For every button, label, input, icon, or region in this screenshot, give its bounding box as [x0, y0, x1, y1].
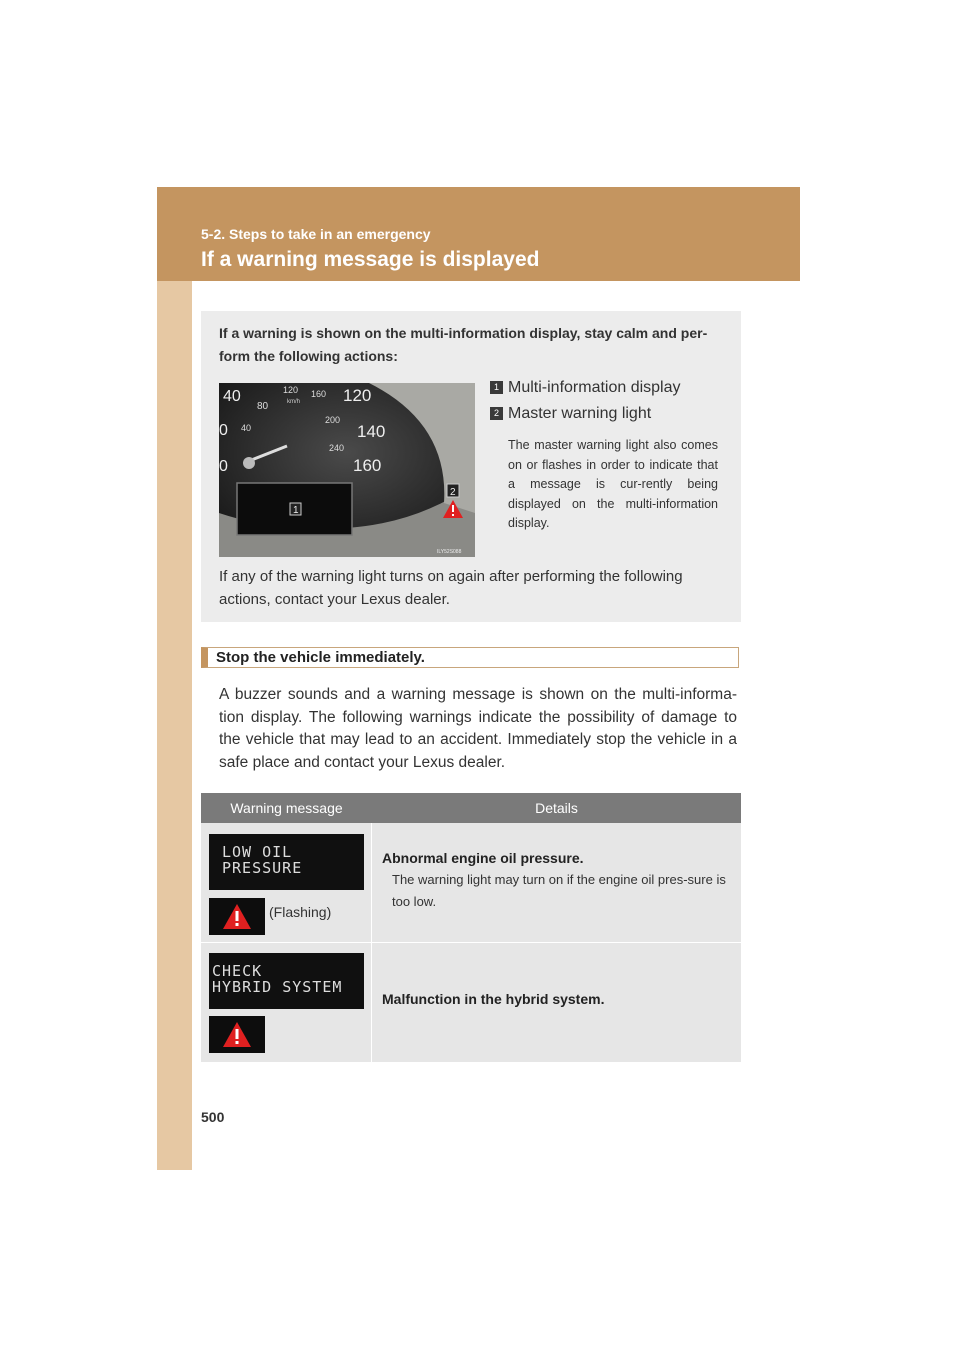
step-body: A buzzer sounds and a warning message is shown on the multi-informa-tion display. The following warnings indicate the possibility of damage to the vehicle that may lead to an accident. Immediately stop the vehicle in a safe place and contact your Lexus dealer.: [219, 686, 737, 771]
callout-2: 2: [450, 487, 456, 498]
details-title: Abnormal engine oil pressure.: [382, 850, 584, 866]
page-title: If a warning message is displayed: [201, 248, 540, 271]
legend-item-master-warning-light: [490, 405, 651, 423]
legend-number: 1: [490, 381, 503, 394]
intro-text: If a warning is shown on the multi-information display, stay calm and per-form the following actions:: [219, 325, 708, 364]
step-heading: [201, 647, 739, 668]
after-text: If any of the warning light turns on again after performing the following actions, contact your Lexus dealer.: [219, 568, 683, 608]
speed-label: 120: [343, 386, 372, 405]
section-label: 5-2. Steps to take in an emergency: [201, 226, 431, 242]
side-band: [157, 187, 192, 1170]
page-number: 500: [201, 1109, 225, 1125]
step-heading-text: Stop the vehicle immediately.: [216, 649, 425, 666]
header-warning-message: Warning message: [230, 800, 343, 816]
legend-number: 2: [490, 407, 503, 420]
speed-label: 160: [311, 389, 327, 399]
master-warning-icon: [209, 1016, 265, 1053]
callout-1: 1: [293, 505, 299, 516]
legend-label: Multi-information display: [508, 379, 681, 396]
speed-label: 0: [219, 422, 228, 439]
speed-label: 80: [257, 401, 269, 412]
legend-item-multi-information-display: [490, 379, 681, 397]
details-text: The warning light may turn on if the engine oil pres-sure is too low.: [392, 872, 726, 909]
speed-label: 0: [219, 458, 228, 475]
image-code: ILY52S088: [437, 549, 462, 555]
speed-unit: km/h: [287, 399, 301, 405]
details-cell: [372, 943, 741, 1062]
legend-label: Master warning light: [508, 405, 652, 422]
warning-table: [201, 793, 741, 1063]
table-header: [201, 793, 741, 823]
warning-message-cell: [201, 943, 372, 1062]
instrument-cluster-image: [219, 383, 475, 557]
speed-label: 40: [241, 423, 252, 433]
legend-note: The master warning light also comes on or flashes in order to indicate that a message is cur-rently being displayed on the multi-information display.: [508, 438, 718, 530]
master-warning-icon: [209, 898, 265, 935]
warning-message-cell: [201, 823, 372, 942]
header-details: Details: [535, 800, 578, 816]
speed-label: 40: [223, 388, 241, 405]
speed-label: 160: [353, 456, 382, 475]
speed-label: 240: [329, 443, 345, 453]
table-row: [201, 943, 741, 1063]
flashing-label: (Flashing): [269, 904, 332, 920]
speed-label: 140: [357, 422, 386, 441]
speed-label: 200: [325, 415, 341, 425]
details-cell: [372, 823, 741, 942]
display-message: CHECK HYBRID SYSTEM: [209, 953, 364, 1009]
display-message: LOW OIL PRESSURE: [209, 834, 364, 890]
details-title: Malfunction in the hybrid system.: [382, 991, 605, 1007]
speed-label: 120: [283, 385, 299, 395]
table-row: [201, 823, 741, 943]
